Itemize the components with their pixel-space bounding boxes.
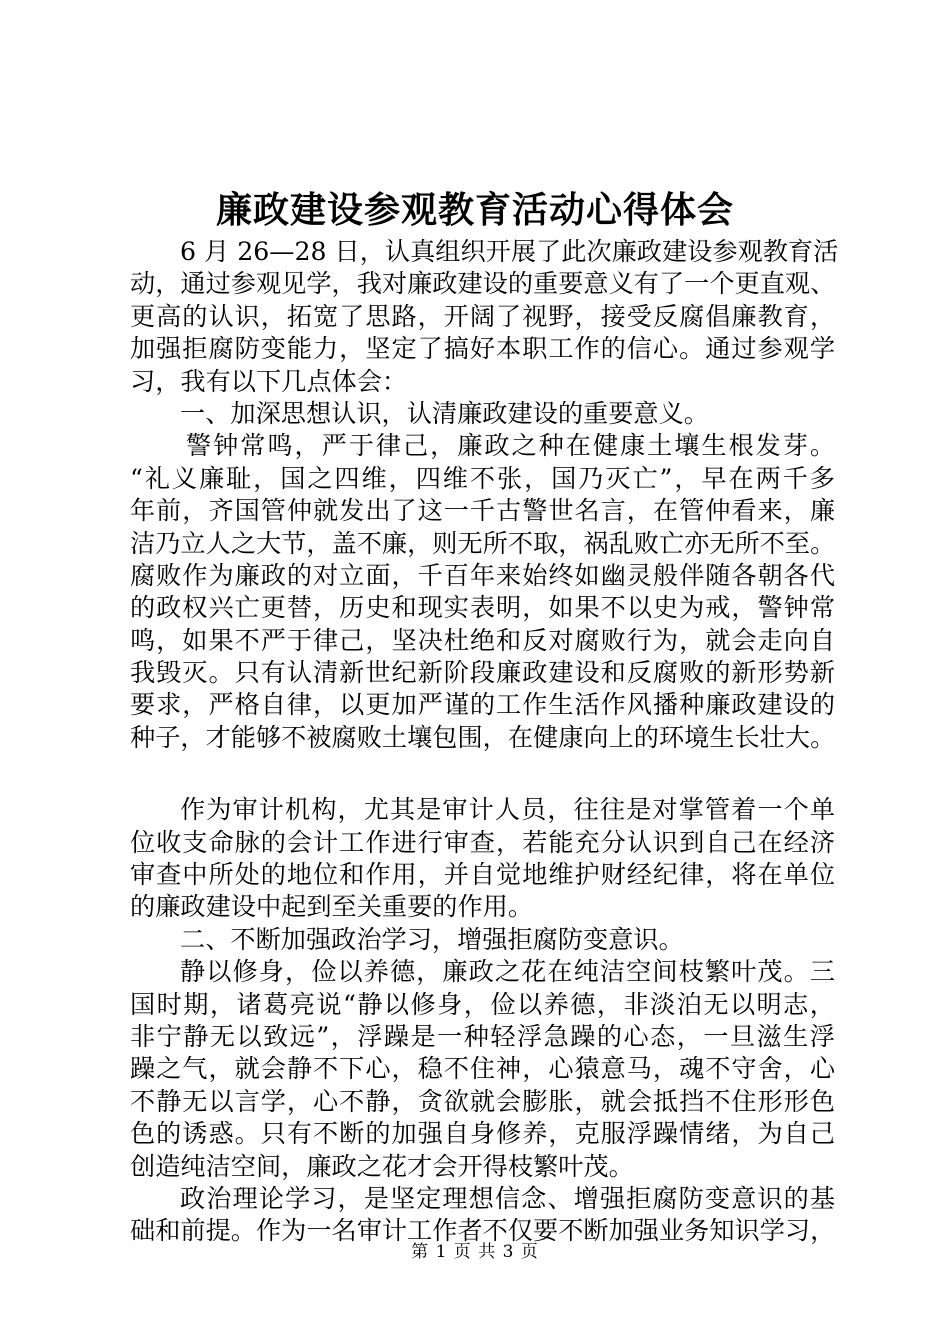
document-title: 廉政建设参观教育活动心得体会 [215,189,734,231]
text-line: 洁乃立人之大节，盖不廉，则无所不取，祸乱败亡亦无所不至。 [130,528,836,558]
text-line: 6 月 26—28 日，认真组织开展了此次廉政建设参观教育活 [180,237,839,266]
text-line: 鸣，如果不严于律己，坚决杜绝和反对腐败行为，就会走向自 [130,625,835,655]
text-line: 审查中所处的地位和作用，并自觉地维护财经纪律，将在单位 [130,860,835,890]
text-line: 年前，齐国管仲就发出了这一千古警世名言，在管仲看来，廉 [130,496,835,526]
text-line: 警钟常鸣，严于律己，廉政之种在健康土壤生根发芽。 [186,431,835,461]
text-line: 的政权兴亡更替，历史和现实表明，如果不以史为戒，警钟常 [130,593,835,623]
text-line: 非宁静无以致远”，浮躁是一种轻浮急躁的心态，一旦滋生浮 [130,1021,835,1051]
text-line: 创造纯洁空间，廉政之花才会开得枝繁叶茂。 [130,1151,634,1181]
document-body [130,236,839,1248]
text-line: 础和前提。作为一名审计工作者不仅要不断加强业务知识学习， [130,1216,836,1246]
text-line: 腐败作为廉政的对立面，千百年来始终如幽灵般伴随各朝各代 [130,560,835,590]
text-line: 政治理论学习，是坚定理想信念、增强拒腐防变意识的基 [180,1183,835,1213]
text-line: 加强拒腐防变能力，坚定了搞好本职工作的信心。通过参观学 [130,334,835,364]
text-line: 更高的认识，拓宽了思路，开阔了视野，接受反腐倡廉教育， [130,301,835,331]
text-line: 国时期，诸葛亮说“静以修身，俭以养德，非淡泊无以明志， [130,989,835,1019]
page-footer: 第 1 页 共 3 页 [411,1242,539,1262]
text-line: 作为审计机构，尤其是审计人员，往往是对掌管着一个单 [180,795,835,825]
text-line: 色的诱惑。只有不断的加强自身修养，克服浮躁情绪，为自己 [130,1119,835,1149]
text-line: 躁之气，就会静不下心，稳不住神，心猿意马，魂不守舍，心 [130,1054,835,1084]
text-line: 二、不断加强政治学习，增强拒腐防变意识。 [180,924,684,954]
text-line: 习，我有以下几点体会： [130,366,408,396]
text-line: 一、加深思想认识，认清廉政建设的重要意义。 [180,398,709,428]
text-line: 动，通过参观见学，我对廉政建设的重要意义有了一个更直观、 [130,269,836,299]
text-line: 我毁灭。只有认清新世纪新阶段廉政建设和反腐败的新形势新 [130,658,835,688]
paragraph-gap [130,754,835,794]
text-line: 要求，严格自律，以更加严谨的工作生活作风播种廉政建设的 [130,690,835,720]
text-line: 种子，才能够不被腐败土壤包围，在健康向上的环境生长壮大。 [130,722,836,752]
text-line: 位收支命脉的会计工作进行审查，若能充分认识到自己在经济 [130,827,835,857]
text-line: 不静无以言学，心不静，贪欲就会膨胀，就会抵挡不住形形色 [130,1086,835,1116]
text-line: “礼义廉耻，国之四维，四维不张，国乃灭亡”，早在两千多 [130,463,835,493]
text-line: 的廉政建设中起到至关重要的作用。 [130,892,533,922]
text-line: 静以修身，俭以养德，廉政之花在纯洁空间枝繁叶茂。三 [180,957,835,987]
